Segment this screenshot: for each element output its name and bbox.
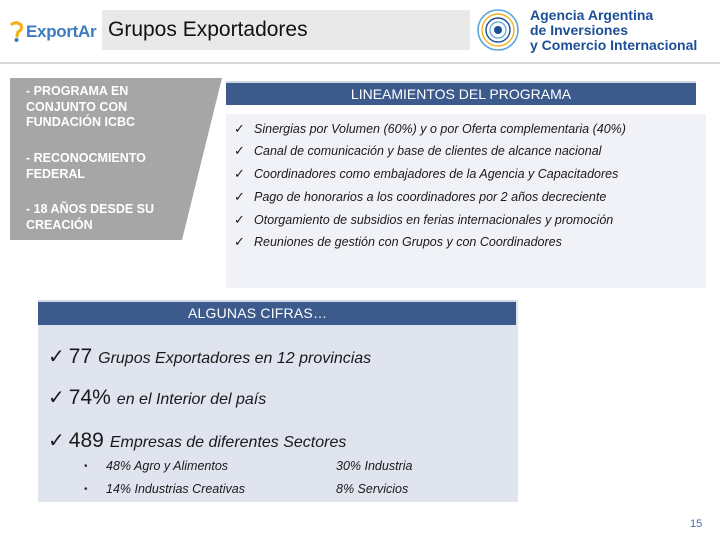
lineamiento-item: [234, 166, 618, 182]
cifra-groups: [48, 344, 371, 369]
check-icon: ✓: [234, 143, 245, 158]
cifra-text: Empresas de diferentes Sectores: [109, 434, 347, 451]
exportar-logo-text: ExportAr: [26, 22, 97, 41]
highlight-federal: [26, 151, 146, 182]
check-icon: ✓: [234, 121, 245, 136]
lineamientos-title: LINEAMIENTOS DEL PROGRAMA: [350, 86, 572, 102]
agency-logo: [476, 4, 714, 56]
agency-name: [530, 8, 697, 53]
check-icon: ✓: [234, 166, 245, 181]
agency-name-line: de Inversiones: [530, 21, 629, 38]
highlight-years: [26, 202, 154, 233]
highlight-line: - RECONOCMIENTO: [26, 151, 146, 165]
lineamiento-text: Pago de honorarios a los coordinadores por 2 años decreciente: [254, 190, 607, 204]
highlight-line: - 18 AÑOS DESDE SU: [26, 202, 155, 216]
sector-item: 48% Agro y Alimentos: [106, 459, 229, 473]
lineamiento-item: [234, 121, 626, 137]
highlight-line: CONJUNTO CON: [26, 99, 128, 114]
bullet-icon: •: [84, 484, 88, 495]
lineamiento-item: [234, 189, 606, 205]
check-icon: ✓: [48, 387, 65, 409]
highlight-line: FUNDACIÓN ICBC: [26, 115, 136, 129]
cifra-interior: [48, 385, 266, 410]
header-divider: [0, 62, 720, 64]
lineamiento-text: Otorgamiento de subsidios en ferias internacionales y promoción: [254, 213, 614, 227]
check-icon: ✓: [234, 234, 245, 249]
highlight-line: FEDERAL: [26, 166, 86, 181]
page-title: Grupos Exportadores: [108, 18, 308, 41]
sector-item: 14% Industrias Creativas: [106, 482, 245, 496]
lineamiento-text: Sinergias por Volumen (60%) y o por Oferta complementaria (40%): [254, 122, 626, 136]
agency-name-line: Agencia Argentina: [530, 6, 654, 23]
agency-seal-icon: [476, 8, 520, 52]
highlight-program-icbc: [26, 84, 135, 131]
highlight-line: CREACIÓN: [26, 217, 93, 232]
highlight-line: - PROGRAMA EN: [26, 84, 129, 98]
cifra-value: 74%: [68, 386, 111, 409]
sector-item: 30% Industria: [336, 459, 413, 473]
exportar-logo: [10, 18, 96, 46]
cifra-text: Grupos Exportadores en 12 provincias: [98, 350, 372, 367]
lineamiento-item: [234, 234, 562, 250]
check-icon: ✓: [234, 212, 245, 227]
agency-name-line: y Comercio Internacional: [530, 36, 698, 53]
exportar-logo-mark-icon: [10, 21, 24, 43]
sector-item: 8% Servicios: [336, 482, 409, 496]
page-number: 15: [690, 518, 703, 530]
check-icon: ✓: [48, 430, 65, 452]
cifra-value: 489: [68, 429, 104, 452]
cifras-title: ALGUNAS CIFRAS…: [188, 305, 328, 321]
lineamiento-item: [234, 212, 613, 228]
cifra-text: en el Interior del país: [116, 391, 267, 408]
cifra-companies: [48, 428, 346, 453]
lineamiento-text: Coordinadores como embajadores de la Agencia y Capacitadores: [254, 167, 619, 181]
check-icon: ✓: [48, 346, 65, 368]
check-icon: ✓: [234, 189, 245, 204]
lineamiento-text: Canal de comunicación y base de clientes de alcance nacional: [254, 144, 602, 158]
cifra-value: 77: [68, 345, 93, 368]
lineamiento-item: [234, 143, 601, 159]
bullet-icon: •: [84, 461, 88, 472]
lineamiento-text: Reuniones de gestión con Grupos y con Coordinadores: [254, 235, 562, 249]
